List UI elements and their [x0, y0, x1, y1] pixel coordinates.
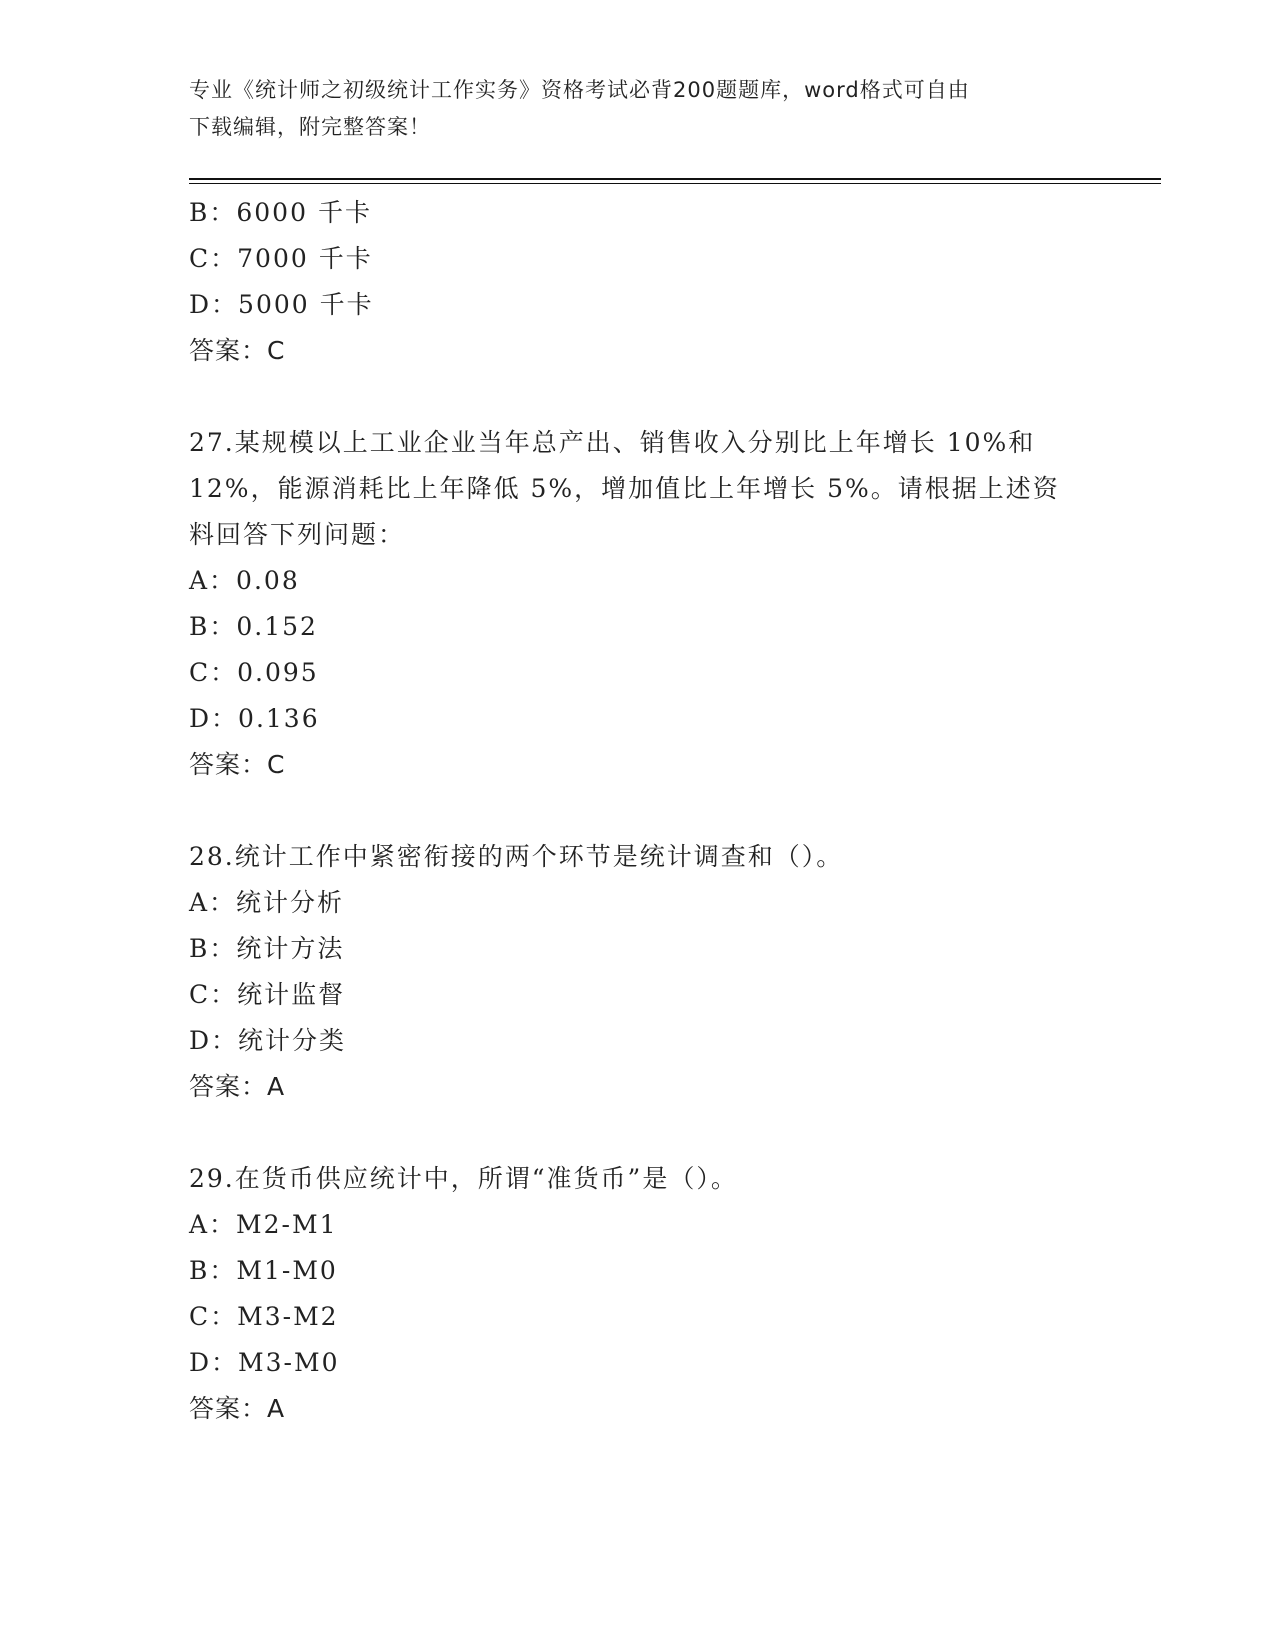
question-list [189, 190, 1089, 1432]
header-title-line-1: 专业《统计师之初级统计工作实务》资格考试必背200题题库，word格式可自由 [189, 78, 970, 102]
option-c: C：统计监督 [189, 980, 346, 1009]
option-d: D：M3-M0 [189, 1348, 340, 1377]
answer-line: 答案：A [189, 1394, 286, 1423]
answer-line: 答案：C [189, 750, 286, 779]
question-line-2: 12%，能源消耗比上年降低 5%，增加值比上年增长 5%。请根据上述资 [189, 474, 1060, 503]
option-a: A：0.08 [189, 566, 300, 595]
option-a: A：统计分析 [189, 888, 345, 917]
question-line-3: 料回答下列问题： [189, 520, 406, 549]
answer-line: 答案：C [189, 336, 286, 365]
option-a: A：M2-M1 [189, 1210, 338, 1239]
option-c: C：0.095 [189, 658, 319, 687]
question-line-1: 28.统计工作中紧密衔接的两个环节是统计调查和（）。 [189, 842, 844, 871]
header-divider-thin [189, 183, 1161, 184]
question-line-1: 27.某规模以上工业企业当年总产出、销售收入分别比上年增长 10%和 [189, 428, 1036, 457]
spacer [189, 374, 1089, 420]
question-text [189, 420, 1089, 558]
option-d: D：5000 千卡 [189, 290, 374, 319]
header-divider-thick [189, 178, 1161, 180]
spacer [189, 1110, 1089, 1156]
question-line-1: 29.在货币供应统计中，所谓“准货币”是（）。 [189, 1164, 738, 1193]
option-b: B：M1-M0 [189, 1256, 338, 1285]
option-c: C：7000 千卡 [189, 244, 373, 273]
document-header [189, 72, 1089, 146]
question-block-28 [189, 834, 1089, 1110]
question-block-29 [189, 1156, 1089, 1432]
spacer [189, 788, 1089, 834]
option-b: B：统计方法 [189, 934, 345, 963]
header-title-line-2: 下载编辑，附完整答案！ [189, 115, 431, 139]
question-block-26 [189, 190, 1089, 374]
option-d: D：0.136 [189, 704, 320, 733]
question-block-27 [189, 420, 1089, 788]
option-d: D：统计分类 [189, 1026, 347, 1055]
option-b: B：0.152 [189, 612, 318, 641]
answer-line: 答案：A [189, 1072, 286, 1101]
option-b: B：6000 千卡 [189, 198, 372, 227]
option-c: C：M3-M2 [189, 1302, 339, 1331]
